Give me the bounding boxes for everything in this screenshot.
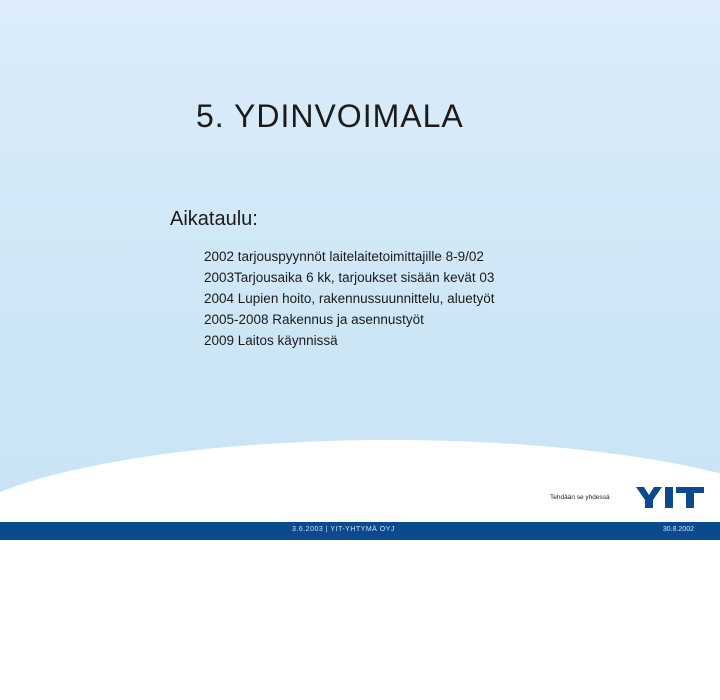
list-item: 2009 Laitos käynnissä xyxy=(204,333,338,348)
list-item: 2005-2008 Rakennus ja asennustyöt xyxy=(204,312,424,327)
footer-bar xyxy=(0,522,720,540)
slide-subtitle: Aikataulu: xyxy=(170,208,258,230)
footer-info: 3.6.2003 | YIT-YHTYMÄ OYJ xyxy=(292,526,395,533)
yit-logo xyxy=(634,484,706,510)
footer-date: 30.8.2002 xyxy=(662,526,694,533)
company-tagline: Tehdään se yhdessä xyxy=(550,494,610,501)
list-item: 2002 tarjouspyynnöt laitelaitetoimittajille 8-9/02 xyxy=(204,249,484,264)
bottom-white-curve xyxy=(0,440,720,700)
list-item: 2004 Lupien hoito, rakennussuunnittelu, aluetyöt xyxy=(204,291,495,306)
slide-title: 5. YDINVOIMALA xyxy=(196,98,464,134)
schedule-list xyxy=(204,246,494,351)
list-item: 2003Tarjousaika 6 kk, tarjoukset sisään kevät 03 xyxy=(204,270,495,285)
